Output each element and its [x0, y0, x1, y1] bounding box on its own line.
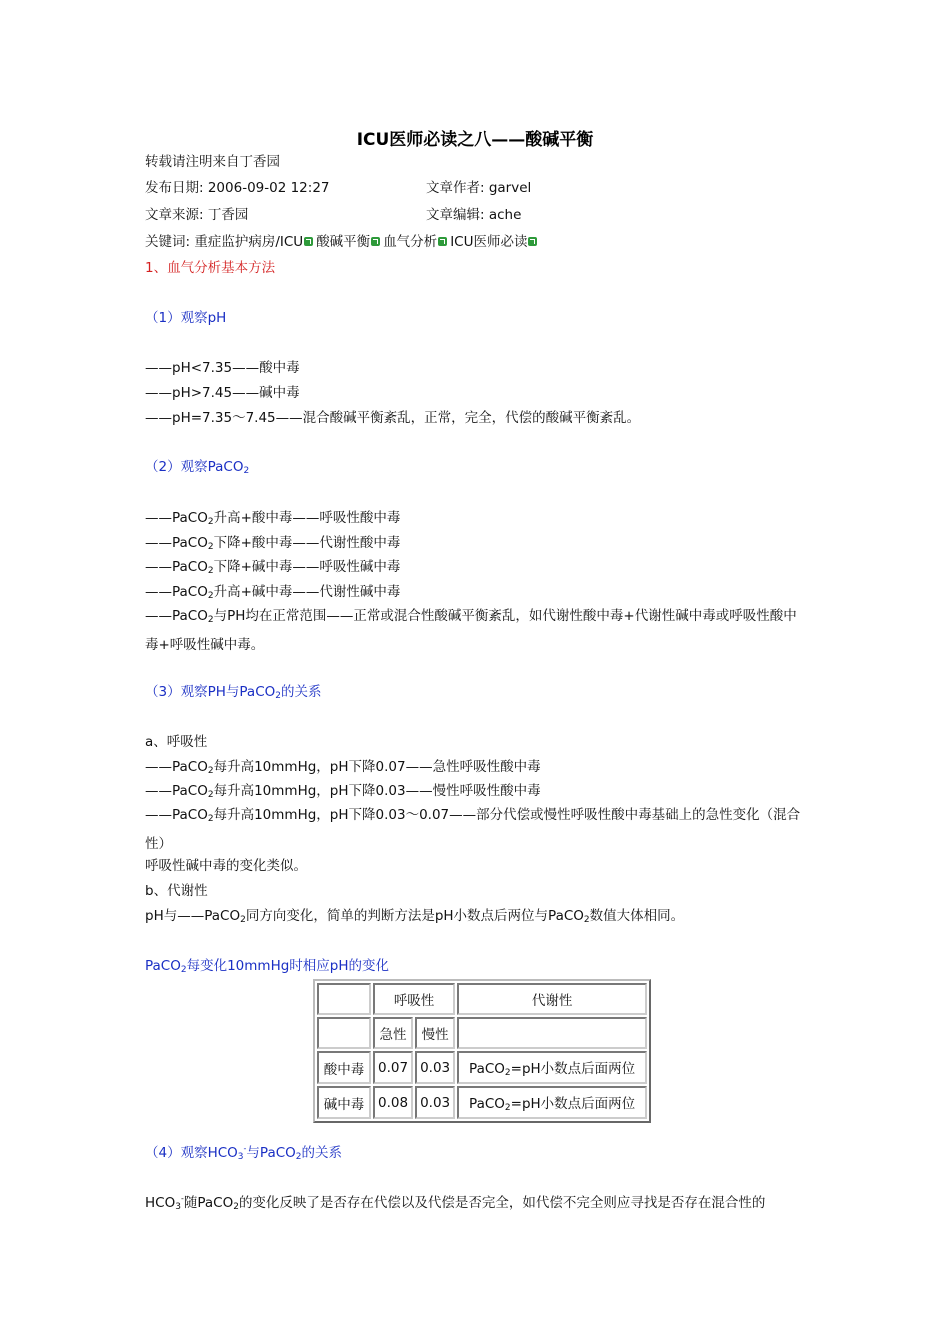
keywords-line [145, 232, 540, 252]
keyword-link-blood-gas[interactable]: 血气分析 [383, 232, 450, 252]
table-cell-metabolic: PaCO$_2$=pH小数点后面两位 [457, 1086, 647, 1119]
table-row [317, 983, 647, 1015]
article-source: 文章来源: 丁香园 [145, 207, 249, 223]
table-cell-empty [457, 1017, 647, 1049]
keyword-link-acid-base[interactable]: 酸碱平衡 [316, 232, 383, 252]
ph-line-2: ——pH>7.45——碱中毒 [145, 385, 300, 401]
paco2-line-3: ——PaCO$_2$下降+碱中毒——呼吸性碱中毒 [145, 559, 401, 576]
table-row [317, 1051, 647, 1084]
subheading-ph-paco2: （3）观察PH与PaCO$_2$的关系 [145, 684, 322, 701]
external-link-icon [304, 237, 313, 246]
keywords-label: 关键词: [145, 234, 195, 250]
table-row-label: 酸中毒 [317, 1051, 371, 1084]
keyword-link-icu-series[interactable]: ICU医师必读 [450, 232, 540, 252]
resp-line-3: ——PaCO$_2$每升高10mmHg，pH下降0.03～0.07——部分代偿或慢性呼吸性酸中毒基础上的急性变化（混合性） [145, 807, 801, 852]
table-header-chronic: 慢性 [415, 1017, 455, 1049]
table-cell-empty [317, 983, 371, 1015]
subheading-ph: （1）观察pH [145, 310, 227, 326]
resp-note: 呼吸性碱中毒的变化类似。 [145, 858, 307, 874]
table-header-metabolic: 代谢性 [457, 983, 647, 1015]
table-row-label: 碱中毒 [317, 1086, 371, 1119]
table-cell-metabolic: PaCO$_2$=pH小数点后面两位 [457, 1051, 647, 1084]
table-cell-chronic: 0.03 [415, 1051, 455, 1084]
subheading-paco2: （2）观察PaCO$_2$ [145, 459, 250, 476]
external-link-icon [528, 237, 537, 246]
table-caption: PaCO$_2$每变化10mmHg时相应pH的变化 [145, 958, 390, 975]
ph-line-1: ——pH<7.35——酸中毒 [145, 360, 300, 376]
table-cell-acute: 0.08 [373, 1086, 413, 1119]
respiratory-label: a、呼吸性 [145, 734, 208, 750]
ph-change-table [313, 979, 651, 1123]
resp-line-1: ——PaCO$_2$每升高10mmHg，pH下降0.07——急性呼吸性酸中毒 [145, 759, 541, 776]
keyword-link-icu[interactable]: 重症监护病房/ICU [194, 232, 316, 252]
paco2-line-4: ——PaCO$_2$升高+碱中毒——代谢性碱中毒 [145, 584, 401, 601]
subheading-hco3: （4）观察$HCO_3^-$与PaCO$_2$的关系 [145, 1144, 343, 1162]
paco2-line-1: ——PaCO$_2$升高+酸中毒——呼吸性酸中毒 [145, 510, 401, 527]
ph-line-3: ——pH=7.35～7.45——混合酸碱平衡紊乱，正常，完全，代偿的酸碱平衡紊乱。 [145, 410, 641, 426]
table-cell-empty [317, 1017, 371, 1049]
table-row [317, 1086, 647, 1119]
metabolic-line: pH与——PaCO$_2$同方向变化，简单的判断方法是pH小数点后两位与PaCO$_2$数值大体相同。 [145, 908, 685, 925]
table-header-respiratory: 呼吸性 [373, 983, 455, 1015]
section-heading-1: 1、血气分析基本方法 [145, 260, 276, 276]
resp-line-2: ——PaCO$_2$每升高10mmHg，pH下降0.03——慢性呼吸性酸中毒 [145, 783, 541, 800]
table-header-acute: 急性 [373, 1017, 413, 1049]
table-cell-chronic: 0.03 [415, 1086, 455, 1119]
article-author: 文章作者: garvel [426, 180, 532, 196]
page-title: ICU医师必读之八——酸碱平衡 [356, 130, 594, 150]
publish-date: 发布日期: 2006-09-02 12:27 [145, 180, 330, 196]
table-cell-acute: 0.07 [373, 1051, 413, 1084]
external-link-icon [371, 237, 380, 246]
external-link-icon [438, 237, 447, 246]
table-row [317, 1017, 647, 1049]
metabolic-label: b、代谢性 [145, 883, 208, 899]
paco2-line-5: ——PaCO$_2$与PH均在正常范围——正常或混合性酸碱平衡紊乱，如代谢性酸中毒+代谢性碱中毒或呼吸性酸中毒+呼吸性碱中毒。 [145, 608, 797, 653]
repost-note: 转载请注明来自丁香园 [145, 154, 280, 170]
article-editor: 文章编辑: ache [426, 207, 522, 223]
paco2-line-2: ——PaCO$_2$下降+酸中毒——代谢性酸中毒 [145, 535, 401, 552]
hco3-line: $HCO_3^-$随PaCO$_2$的变化反映了是否存在代偿以及代偿是否完全，如代偿不完全则应寻找是否存在混合性的 [145, 1194, 766, 1212]
